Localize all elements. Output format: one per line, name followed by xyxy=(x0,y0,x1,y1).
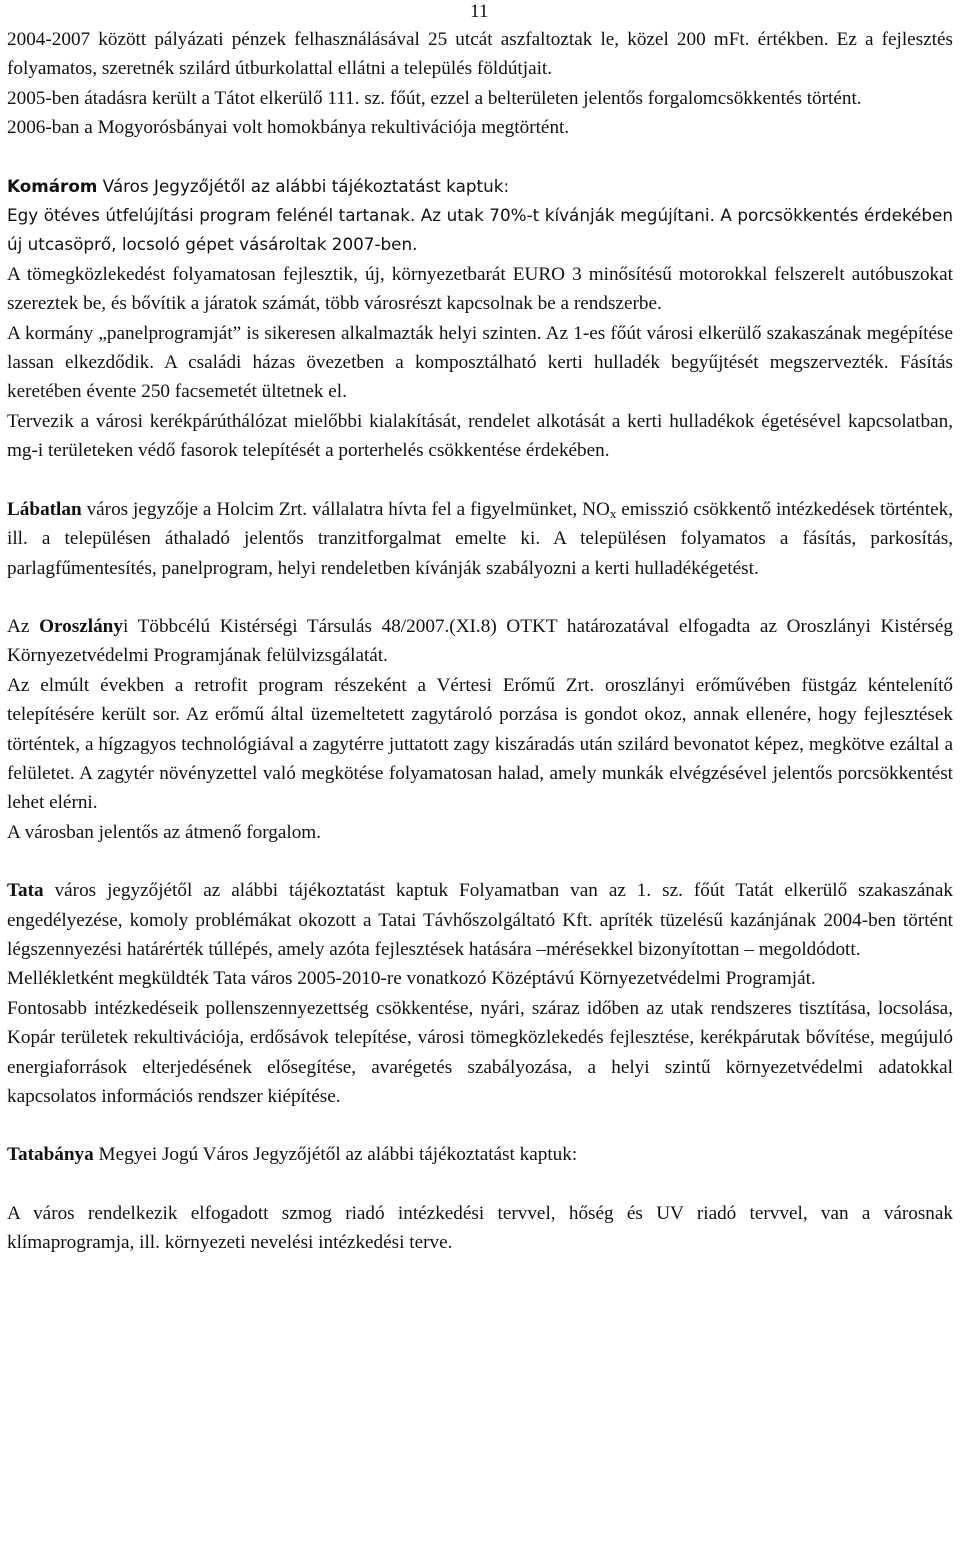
komarom-bike-network: Tervezik a városi kerékpárúthálózat mielőbbi kialakítását, rendelet alkotását a kerti hulladékok égetésével kapcsolatban, mg-i területeken védő fasorok telepítését a porterhelés csökkentése érdekében. xyxy=(7,410,953,462)
tata-attachment: Mellékletként megküldték Tata város 2005-2010-re vonatkozó Középtávú Környezetvédelmi Programját. xyxy=(7,968,816,990)
tata-info-text: város jegyzőjétől az alábbi tájékoztatást kaptuk Folyamatban van az 1. sz. főút Tatát elkerülő szakaszának engedélyezése, komoly problémákat okozott a Tatai Távhőszolgáltató Kft. apríték tüzelésű kazánjának 2004-ben történt légszennyezési határérték túllépés, amely azóta fejlesztések hatására –mérésekkel bizonyítottan – megoldódott. xyxy=(7,880,953,960)
section-labatlan xyxy=(7,495,953,583)
section-tata xyxy=(7,876,953,964)
komarom-city-name: Komárom xyxy=(7,175,98,196)
nox-subscript: x xyxy=(609,505,617,521)
section-komarom xyxy=(7,172,953,260)
paragraph-tat-bypass: 2005-ben átadásra került a Tátot elkerülő 111. sz. főút, ezzel a belterületen jelentős forgalomcsökkentés történt. xyxy=(7,87,862,109)
section-oroszlany xyxy=(7,612,953,671)
komarom-intro-text: Város Jegyzőjétől az alábbi tájékoztatást kaptuk: xyxy=(97,175,510,196)
spacer xyxy=(7,847,953,876)
oroszlany-program-text: i Többcélú Kistérségi Társulás 48/2007.(XI.8) OTKT határozatával elfogadta az Oroszlányi Kistérség Környezetvédelmi Programjának felülvizsgálatát. xyxy=(7,615,954,667)
oroszlany-traffic: A városban jelentős az átmenő forgalom. xyxy=(7,821,322,843)
tatabanya-intro-text: Megyei Jogú Város Jegyzőjétől az alábbi tájékoztatást kaptuk: xyxy=(93,1144,578,1166)
komarom-intro xyxy=(7,172,953,201)
document-body xyxy=(7,25,953,1258)
labatlan-city-name: Lábatlan xyxy=(7,498,82,520)
oroszlany-city-name: Oroszlány xyxy=(39,615,123,637)
oroszlany-retrofit: Az elmúlt években a retrofit program részeként a Vértesi Erőmű Zrt. oroszlányi erőművében füstgáz kéntelenítő telepítésére került sor. Az erőmű által üzemeltetett zagytároló porzása is gondot okoz, annak ellenére, hogy fejlesztések történtek, a hígzagyos technológiával a zagytérre juttatott zagy kiszáradás után szilárd bevonatot képez, megkötve ezáltal a felületet. A zagytér növényzettel való megkötése folyamatosan halad, amely munkák elvégzésével jelentős porcsökkentést lehet elérni. xyxy=(7,674,953,814)
komarom-road-program: Egy ötéves útfelújítási program felénél tartanak. Az utak 70%-t kívánják megújítani. A porcsökkentés érdekében új utcasöprő, locsoló gépet vásároltak 2007-ben. xyxy=(7,205,953,255)
spacer xyxy=(7,1111,953,1140)
spacer xyxy=(7,583,953,612)
section-tatabanya xyxy=(7,1140,953,1169)
page-number: 11 xyxy=(470,1,489,22)
komarom-public-transport: A tömegközlekedést folyamatosan fejlesztik, új, környezetbarát EURO 3 minősítésű motorokkal felszerelt autóbuszokat szereztek be, és bővítik a járatok számát, több városrészt kapcsolnak be a rendszerbe. xyxy=(7,263,953,315)
spacer xyxy=(7,466,953,495)
spacer xyxy=(7,143,953,172)
tatabanya-city-name: Tatabánya xyxy=(7,1144,94,1166)
paragraph-road-asphalting: 2004-2007 között pályázati pénzek felhasználásával 25 utcát aszfaltoztak le, közel 200 mFt. értékben. Ez a fejlesztés folyamatos, szeretnék szilárd útburkolattal ellátni a település földútjait. xyxy=(7,29,953,80)
tatabanya-plans: A város rendelkezik elfogadott szmog riadó intézkedési tervvel, hőség és UV riadó tervvel, van a városnak klímaprogramja, ill. környezeti nevelési intézkedési terve. xyxy=(7,1202,953,1254)
tata-measures: Fontosabb intézkedéseik pollenszennyezettség csökkentése, nyári, száraz időben az utak rendszeres tisztítása, locsolása, Kopár területek rekultivációja, erdősávok telepítése, városi tömegközlekedés fejlesztése, kerékpárutak bővítése, megújuló energiaforrások elterjedésének elősegítése, avarégetés szabályozása, a helyi szintű környezetvédelmi adatokkal kapcsolatos információs rendszer kiépítése. xyxy=(7,997,953,1107)
tata-city-name: Tata xyxy=(7,880,44,902)
paragraph-sand-mine-reclamation: 2006-ban a Mogyorósbányai volt homokbánya rekultivációja megtörtént. xyxy=(7,117,570,139)
oroszlany-prefix: Az xyxy=(7,615,40,637)
labatlan-text-a: város jegyzője a Holcim Zrt. vállalatra hívta fel a figyelmünket, NO xyxy=(81,498,610,520)
spacer xyxy=(7,1170,953,1199)
labatlan-text-b: emisszió csökkentő intézkedések történtek, ill. a településen áthaladó jelentős tranzitforgalmat emelte ki. A településen folyamatos a fásítás, parkosítás, parlagfűmentesítés, panelprogram, helyi rendeletben kívánják szabályozni a kerti hulladékégetést. xyxy=(7,498,954,579)
komarom-panel-program: A kormány „panelprogramját” is sikeresen alkalmazták helyi szinten. Az 1-es főút városi elkerülő szakaszának megépítése lassan elkezdődik. A családi házas övezetben a komposztálható kerti hulladék begyűjtését megszervezték. Fásítás keretében évente 250 facsemetét ültetnek el. xyxy=(7,322,953,403)
